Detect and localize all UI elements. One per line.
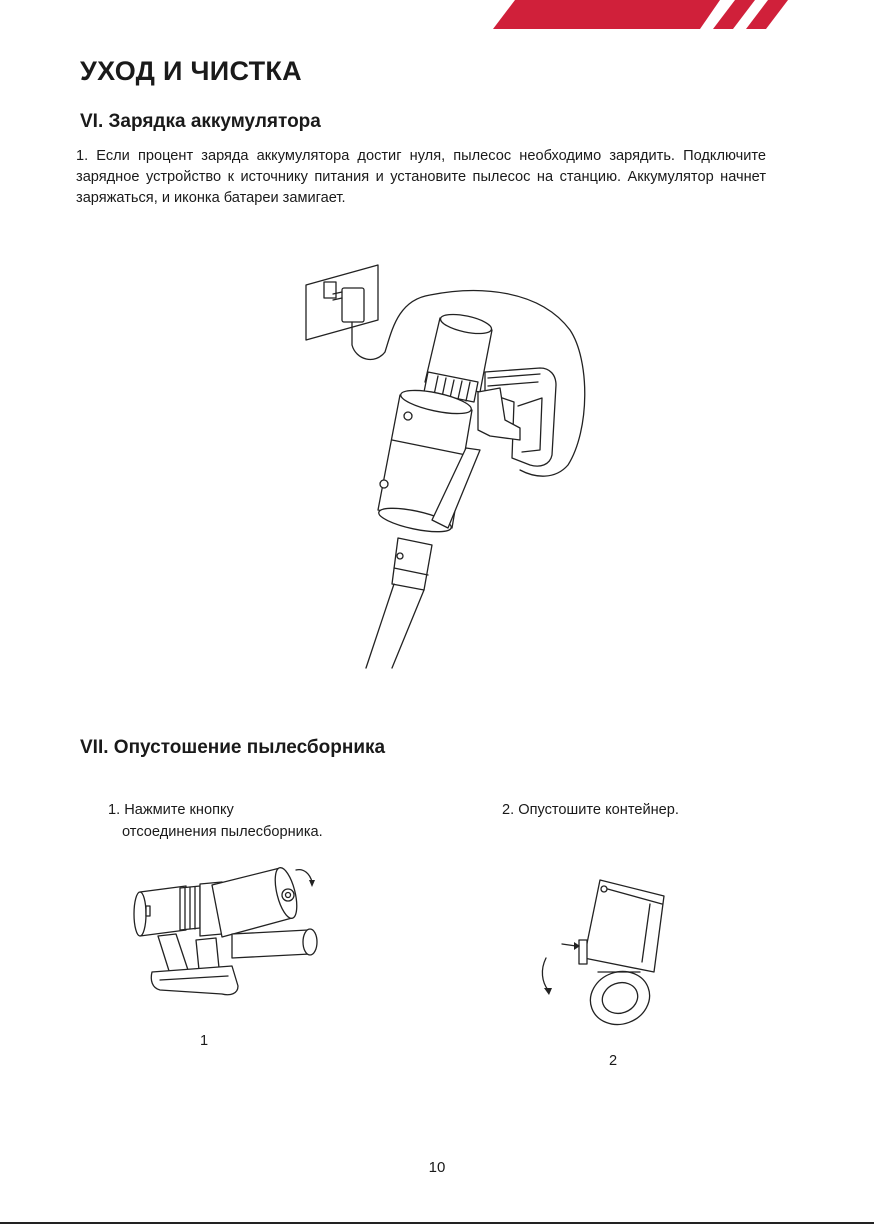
- step-1-caption-line-1: 1. Нажмите кнопку: [108, 802, 234, 818]
- step-2-caption: 2. Опустошите контейнер.: [502, 802, 679, 818]
- section-7-heading: VII. Опустошение пылесборника: [80, 737, 386, 758]
- step-1-caption-line-2: отсоединения пылесборника.: [122, 824, 323, 840]
- figure-1-label: 1: [200, 1033, 209, 1049]
- page-title: УХОД И ЧИСТКА: [80, 56, 302, 86]
- section-6-paragraph: 1. Если процент заряда аккумулятора достиг нуля, пылесос необходимо зарядить. Подключите зарядное устройство к источнику питания и установите пылесос на станцию. Аккумулятор начнет заряжаться, и иконка батареи замигает.: [76, 148, 766, 206]
- page-number: 10: [428, 1159, 446, 1176]
- figure-2-label: 2: [609, 1053, 618, 1069]
- section-6-heading: VI. Зарядка аккумулятора: [80, 111, 321, 132]
- bottom-rule: [0, 1222, 874, 1224]
